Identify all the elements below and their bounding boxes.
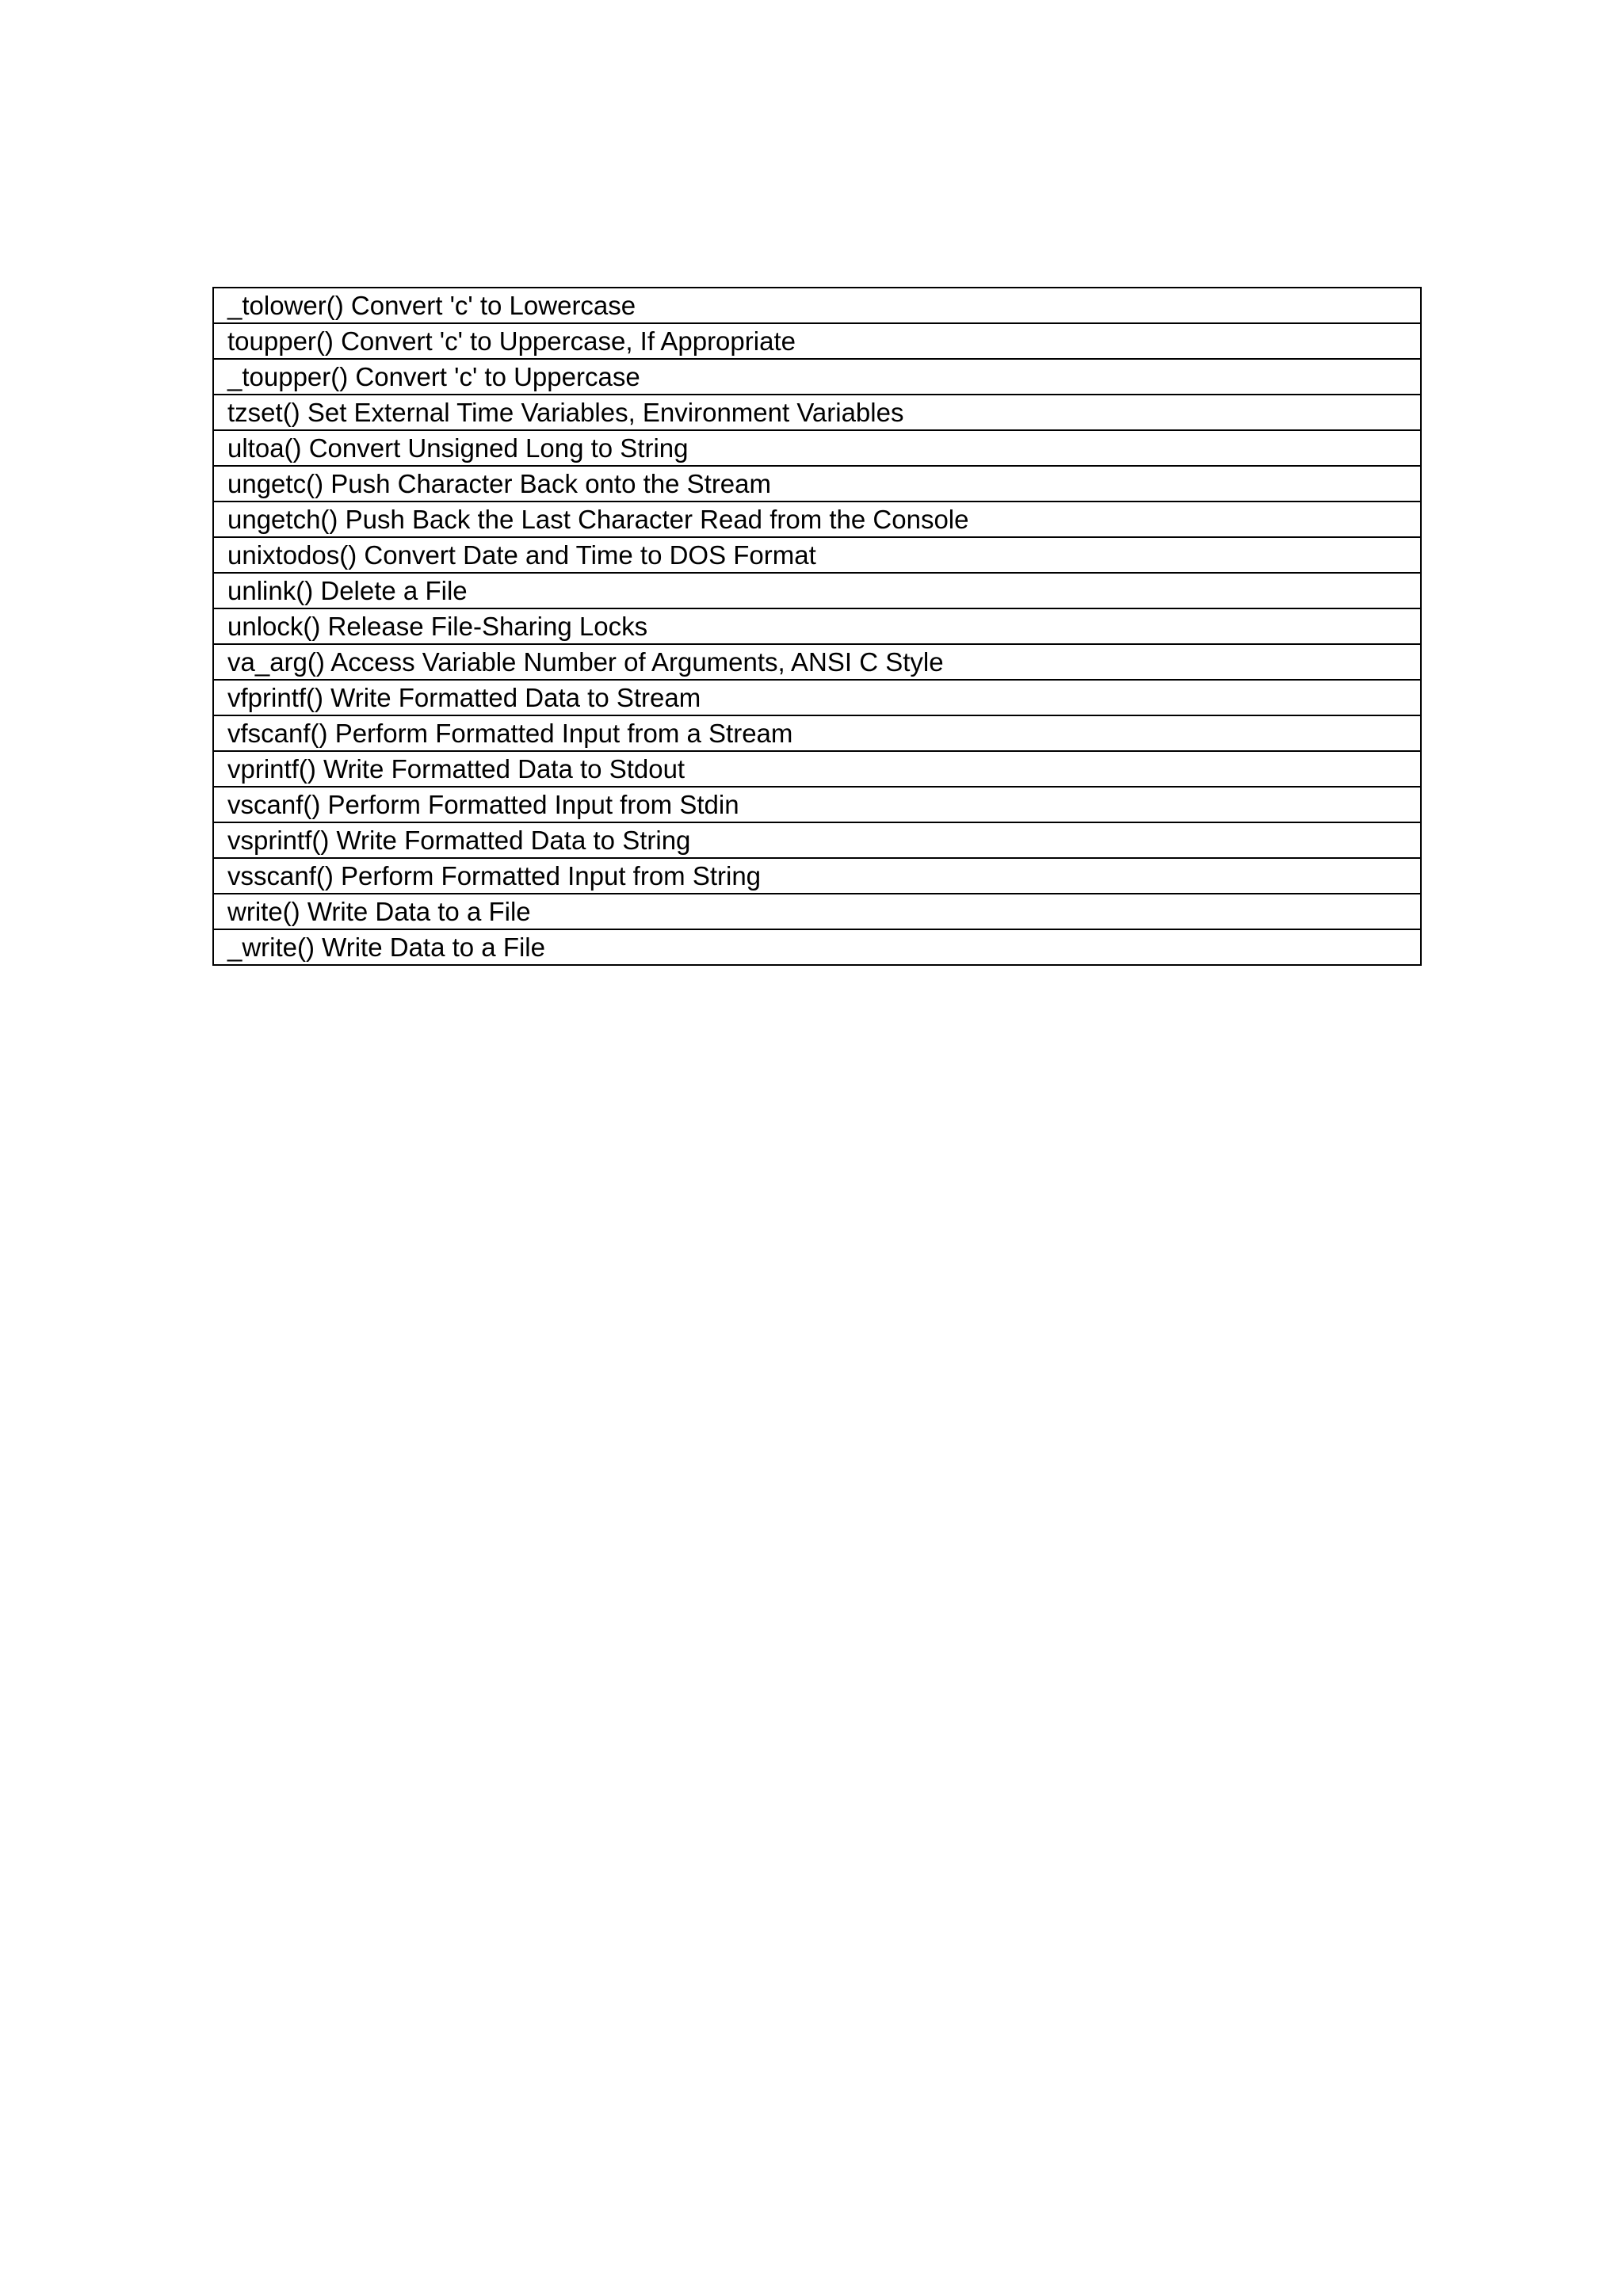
table-cell: vfprintf() Write Formatted Data to Stream (213, 680, 1421, 715)
table-row (213, 715, 1421, 751)
table-row (213, 644, 1421, 680)
function-table (212, 287, 1422, 966)
table-cell: _toupper() Convert 'c' to Uppercase (213, 359, 1421, 395)
table-cell: vscanf() Perform Formatted Input from Stdin (213, 787, 1421, 822)
table-row (213, 573, 1421, 608)
table-row (213, 537, 1421, 573)
table-row (213, 787, 1421, 822)
table-cell: _tolower() Convert 'c' to Lowercase (213, 288, 1421, 323)
table-cell: unixtodos() Convert Date and Time to DOS Format (213, 537, 1421, 573)
table-row (213, 608, 1421, 644)
table-row (213, 430, 1421, 466)
table-cell: write() Write Data to a File (213, 894, 1421, 929)
table-row (213, 680, 1421, 715)
table-cell: va_arg() Access Variable Number of Arguments, ANSI C Style (213, 644, 1421, 680)
table-row (213, 288, 1421, 323)
table-cell: vsprintf() Write Formatted Data to String (213, 822, 1421, 858)
table-cell: vprintf() Write Formatted Data to Stdout (213, 751, 1421, 787)
table-row (213, 395, 1421, 430)
table-cell: ungetch() Push Back the Last Character Read from the Console (213, 502, 1421, 537)
table-cell: ultoa() Convert Unsigned Long to String (213, 430, 1421, 466)
table-cell: tzset() Set External Time Variables, Environment Variables (213, 395, 1421, 430)
table-row (213, 466, 1421, 502)
table-row (213, 751, 1421, 787)
table-cell: vfscanf() Perform Formatted Input from a Stream (213, 715, 1421, 751)
table-row (213, 822, 1421, 858)
table-row (213, 502, 1421, 537)
table-row (213, 858, 1421, 894)
table-row (213, 323, 1421, 359)
table-cell: unlock() Release File-Sharing Locks (213, 608, 1421, 644)
table-row (213, 894, 1421, 929)
table-cell: toupper() Convert 'c' to Uppercase, If Appropriate (213, 323, 1421, 359)
table-cell: ungetc() Push Character Back onto the Stream (213, 466, 1421, 502)
table-cell: unlink() Delete a File (213, 573, 1421, 608)
table-cell: vsscanf() Perform Formatted Input from String (213, 858, 1421, 894)
table-cell: _write() Write Data to a File (213, 929, 1421, 965)
table-row (213, 929, 1421, 965)
table-row (213, 359, 1421, 395)
